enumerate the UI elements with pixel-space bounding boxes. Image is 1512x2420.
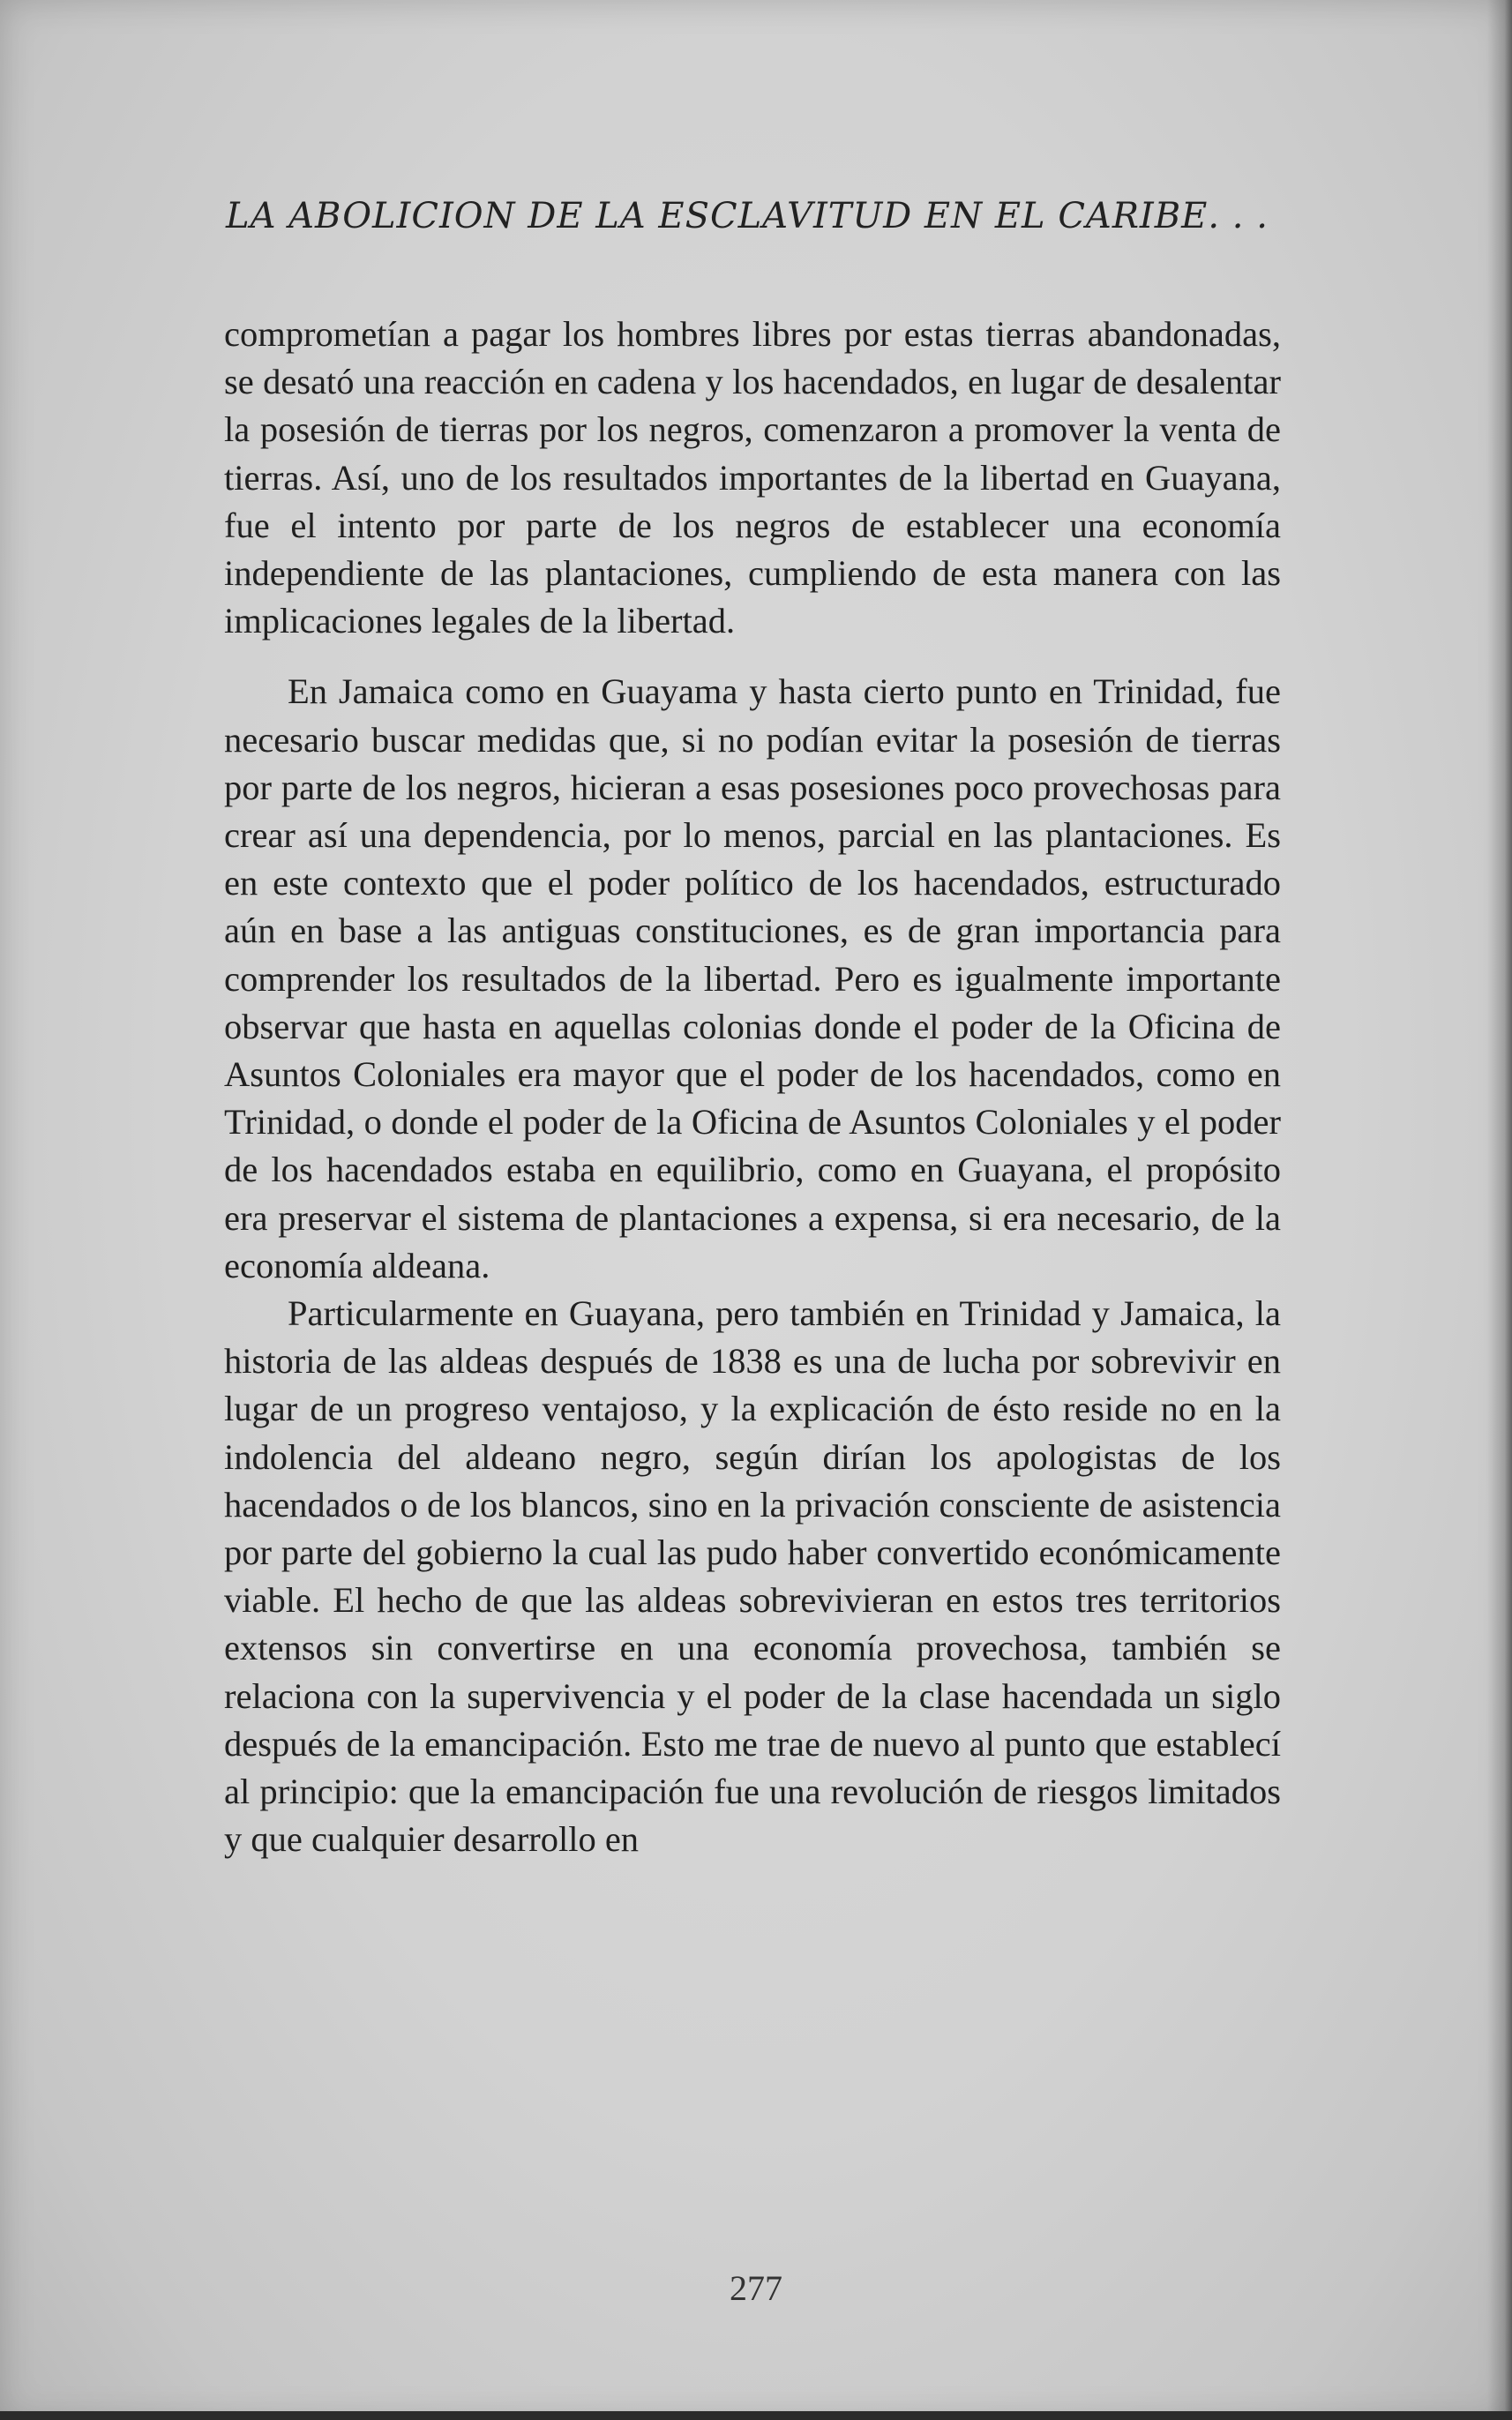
body-text [224,311,1281,1864]
paragraph-2: En Jamaica como en Guayama y hasta cierto punto en Trinidad, fue necesario buscar medidas que, si no podían evitar la posesión de tierras por parte de los negros, hicieran a esas posesiones poco provechosas para crear así una dependencia, por lo menos, parcial en las plantaciones. Es en este contexto que el poder político de los hacendados, estructurado aún en base a las antiguas constituciones, es de gran importancia para comprender los resultados de la libertad. Pero es igualmente importante observar que hasta en aquellas colonias donde el poder de la Oficina de Asuntos Coloniales era mayor que el poder de los hacendados, como en Trinidad, o donde el poder de la Oficina de Asuntos Coloniales y el poder de los hacendados estaba en equilibrio, como en Guayana, el propósito era preservar el sistema de plantaciones a expensa, si era necesario, de la economía aldeana. [224,671,1281,1285]
paragraph-1: comprometían a pagar los hombres libres por estas tierras abandonadas, se desató una reacción en cadena y los hacendados, en lugar de desalentar la posesión de tierras por los negros, comenzaron a promover la venta de tierras. Así, uno de los resultados importantes de la libertad en Guayana, fue el intento por parte de los negros de establecer una economía independiente de las plantaciones, cumpliendo de esta manera con las implicaciones legales de la libertad. [224,314,1281,641]
paragraph-3: Particularmente en Guayana, pero también en Trinidad y Jamaica, la historia de las aldeas después de 1838 es una de lucha por sobrevivir en lugar de un progreso ventajoso, y la explicación de ésto reside no en la indolencia del aldeano negro, según dirían los apologistas de los hacendados o de los blancos, sino en la privación consciente de asistencia por parte del gobierno la cual las pudo haber convertido económicamente viable. El hecho de que las aldeas sobrevivieran en estos tres territorios extensos sin convertirse en una economía provechosa, también se relaciona con la supervivencia y el poder de la clase hacendada un siglo después de la emancipación. Esto me trae de nuevo al punto que establecí al principio: que la emancipación fue una revolución de riesgos limitados y que cualquier desarrollo en [224,1293,1281,1860]
page-number: 277 [730,2268,782,2308]
running-head: LA ABOLICION DE LA ESCLAVITUD EN EL CARIBE. . . [226,196,1269,236]
scan-bottom-border [0,2411,1512,2420]
page-edge-shadow [1487,0,1512,2420]
